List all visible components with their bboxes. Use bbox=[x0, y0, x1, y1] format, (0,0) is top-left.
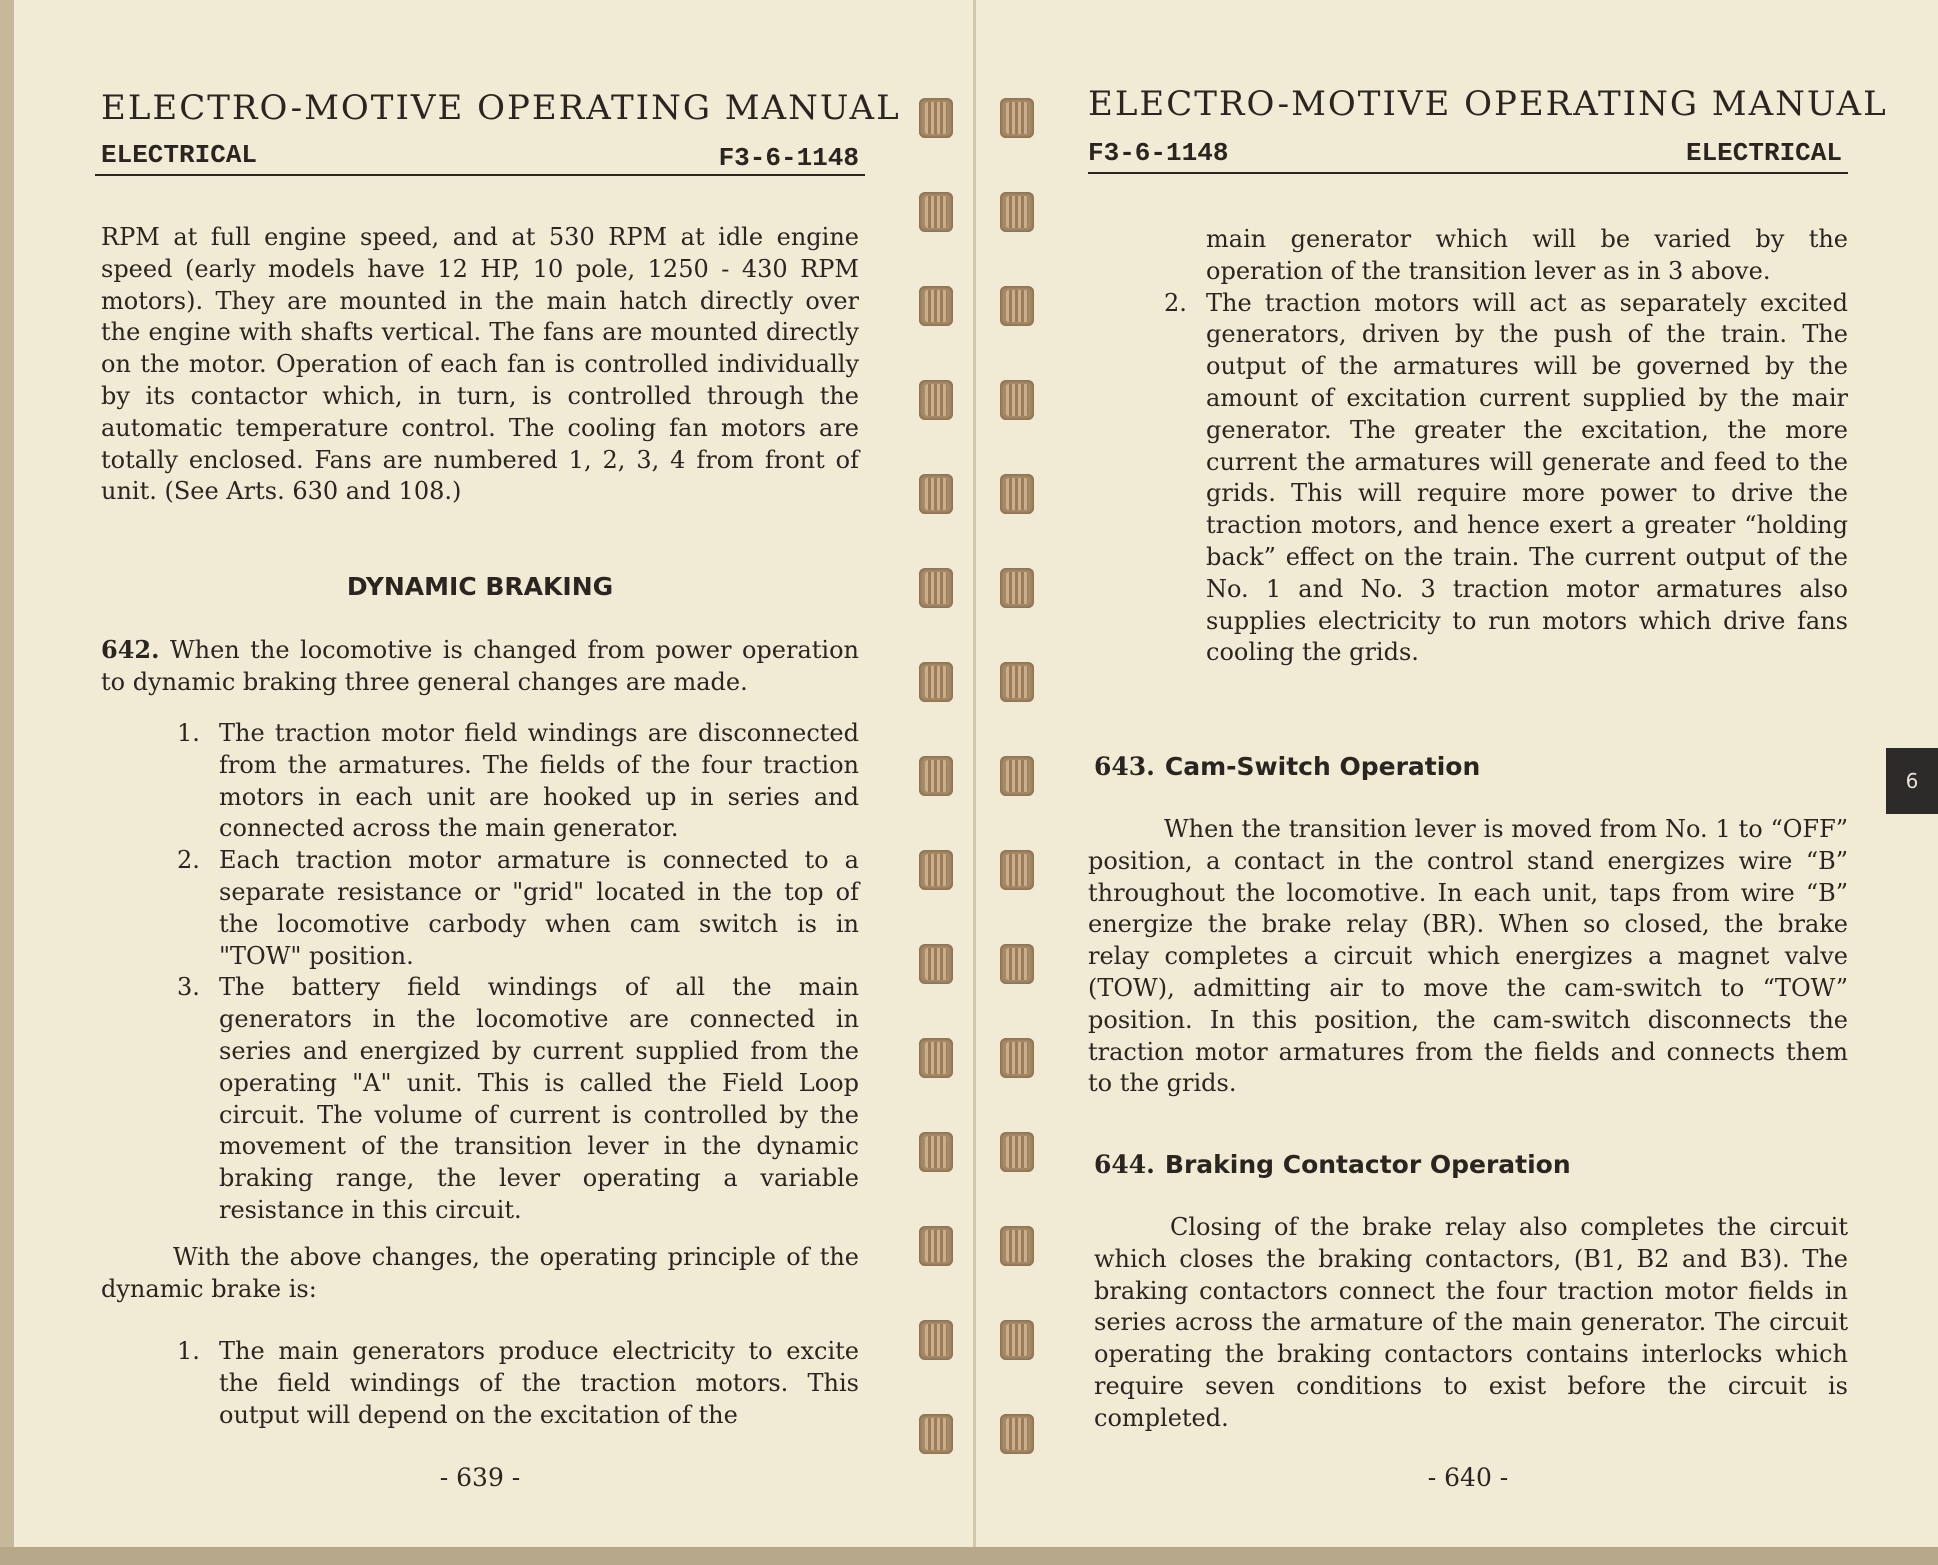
binding-hole bbox=[919, 98, 953, 138]
binding-hole bbox=[1000, 98, 1034, 138]
manual-code: F3-6-1148 bbox=[1088, 138, 1229, 168]
principle-list bbox=[101, 1336, 859, 1431]
manual-code: F3-6-1148 bbox=[718, 143, 859, 173]
binding-hole bbox=[919, 380, 953, 420]
list-item: 2. The traction motors will act as separately excited generators, driven by the push of the train. The output of the armatures will be governed by the amount of excitation current supplied by the mair generator. The greater the excitation, the more current the armatures will generate and feed to the grids. This will require more power to drive the traction motors, and hence exert a greater “holding back” effect on the train. The current output of the No. 1 and No. 3 traction motor armatures also supplies electricity to run motors which drive fans cooling the grids. bbox=[1164, 288, 1848, 667]
right-page bbox=[1088, 0, 1888, 1547]
article-643-text: When the transition lever is moved from No. 1 to “OFF” position, a contact in the control stand energizes wire “B” throughout the locomotive. In each unit, taps from wire “B” energize the brake relay (BR). When so closed, the brake relay completes a circuit which energizes a magnet valve (TOW), admitting air to move the cam-switch to “TOW” position. In this position, the cam-switch disconnects the traction motor armatures from the fields and connects them to the grids. bbox=[1088, 815, 1848, 1098]
binding-hole bbox=[919, 286, 953, 326]
binding-hole bbox=[1000, 192, 1034, 232]
binding-hole bbox=[1000, 474, 1034, 514]
article-643-heading: 643. Cam-Switch Operation bbox=[1094, 752, 1481, 781]
section-tab[interactable]: 6 bbox=[1886, 748, 1938, 814]
page-number: - 640 - bbox=[1427, 1463, 1509, 1492]
section-heading: DYNAMIC BRAKING bbox=[346, 572, 614, 601]
continued-item: main generator which will be varied by the operation of the transition lever as in 3 above. 2. The traction motors will act as separately excited generators, driven by the push of the train. The output of the armatures will be governed by the amount of excitation current supplied by the mair generator. The greater the excitation, the more current the armatures will generate and feed to the grids. This will require more power to drive the traction motors, and hence exert a greater “holding back” effect on the train. The current output of the No. 1 and No. 3 traction motor armatures also supplies electricity to run motors which drive fans cooling the grids. bbox=[1088, 224, 1848, 669]
article-644-heading: 644. Braking Contactor Operation bbox=[1094, 1150, 1571, 1179]
principle-paragraph: With the above changes, the operating principle of the dynamic brake is: bbox=[101, 1243, 859, 1303]
list-item: 1. The traction motor field windings are disconnected from the armatures. The fields of the four traction motors in each unit are hooked up in series and connected across the main generator. bbox=[177, 719, 859, 843]
binding-hole bbox=[1000, 380, 1034, 420]
binding-hole bbox=[919, 1414, 953, 1454]
binding-hole bbox=[1000, 1226, 1034, 1266]
gutter-fold bbox=[973, 0, 976, 1547]
page-edge bbox=[0, 0, 14, 1565]
page-number: - 639 - bbox=[439, 1463, 521, 1492]
binding-hole bbox=[919, 192, 953, 232]
binding-hole bbox=[1000, 1414, 1034, 1454]
binding-hole bbox=[1000, 850, 1034, 890]
list-item: 2. Each traction motor armature is connected to a separate resistance or "grid" located in the top of the locomotive carbody when cam switch is in "TOW" position. bbox=[177, 846, 859, 970]
section-label: ELECTRICAL bbox=[101, 140, 258, 170]
left-page bbox=[95, 0, 901, 1547]
binding-hole bbox=[1000, 756, 1034, 796]
list-item: 3. The battery field windings of all the main generators in the locomotive are connected in series and energized by current supplied from the operating "A" unit. This is called the Field Loop circuit. The volume of current is controlled by the movement of the transition lever in the dynamic braking range, the lever operating a variable resistance in this circuit. bbox=[177, 973, 859, 1224]
binding-hole bbox=[919, 1320, 953, 1360]
binding-hole bbox=[919, 474, 953, 514]
binding-hole bbox=[919, 1132, 953, 1172]
intro-paragraph: RPM at full engine speed, and at 530 RPM at idle engine speed (early models have 12 HP, 10 pole, 1250 - 430 RPM motors). They are mounted in the main hatch directly over the engine with shafts vertical. The fans are mounted directly on the motor. Operation of each fan is controlled individually by its contactor which, in turn, is controlled through the automatic temperature control. The cooling fan motors are totally enclosed. Fans are numbered 1, 2, 3, 4 from front of unit. (See Arts. 630 and 108.) bbox=[101, 223, 859, 506]
binding-hole bbox=[1000, 1320, 1034, 1360]
running-head bbox=[95, 140, 865, 176]
binding-hole bbox=[919, 756, 953, 796]
binding-hole bbox=[919, 1038, 953, 1078]
binding-hole bbox=[919, 662, 953, 702]
binding-hole bbox=[919, 1226, 953, 1266]
article-number: 642. bbox=[101, 635, 160, 664]
binding-hole bbox=[1000, 1132, 1034, 1172]
binding-hole bbox=[1000, 662, 1034, 702]
binding-hole bbox=[1000, 944, 1034, 984]
running-head-title: ELECTRO-MOTIVE OPERATING MANUAL bbox=[1088, 84, 1888, 124]
binding-hole bbox=[919, 568, 953, 608]
article-642 bbox=[101, 634, 859, 699]
section-label: ELECTRICAL bbox=[1685, 138, 1842, 168]
change-list bbox=[101, 718, 859, 1227]
running-head-title: ELECTRO-MOTIVE OPERATING MANUAL bbox=[101, 88, 901, 128]
binding-hole bbox=[1000, 1038, 1034, 1078]
article-644-text: Closing of the brake relay also completes the circuit which closes the braking contactors, (B1, B2 and B3). The braking contactors connect the four traction motor fields in series across the armature of the main generator. The circuit operating the braking contactors contains interlocks which require seven conditions to exist before the circuit is completed. bbox=[1094, 1213, 1848, 1432]
binding-hole bbox=[1000, 568, 1034, 608]
list-item: 1. The main generators produce electricity to excite the field windings of the traction motors. This output will depend on the excitation of the bbox=[177, 1337, 859, 1429]
binding-hole bbox=[919, 850, 953, 890]
binding-hole bbox=[919, 944, 953, 984]
article-text: When the locomotive is changed from power operation to dynamic braking three general changes are made. bbox=[101, 636, 859, 696]
running-head bbox=[1088, 138, 1848, 174]
page-edge-bottom bbox=[0, 1547, 1938, 1565]
binding-hole bbox=[1000, 286, 1034, 326]
